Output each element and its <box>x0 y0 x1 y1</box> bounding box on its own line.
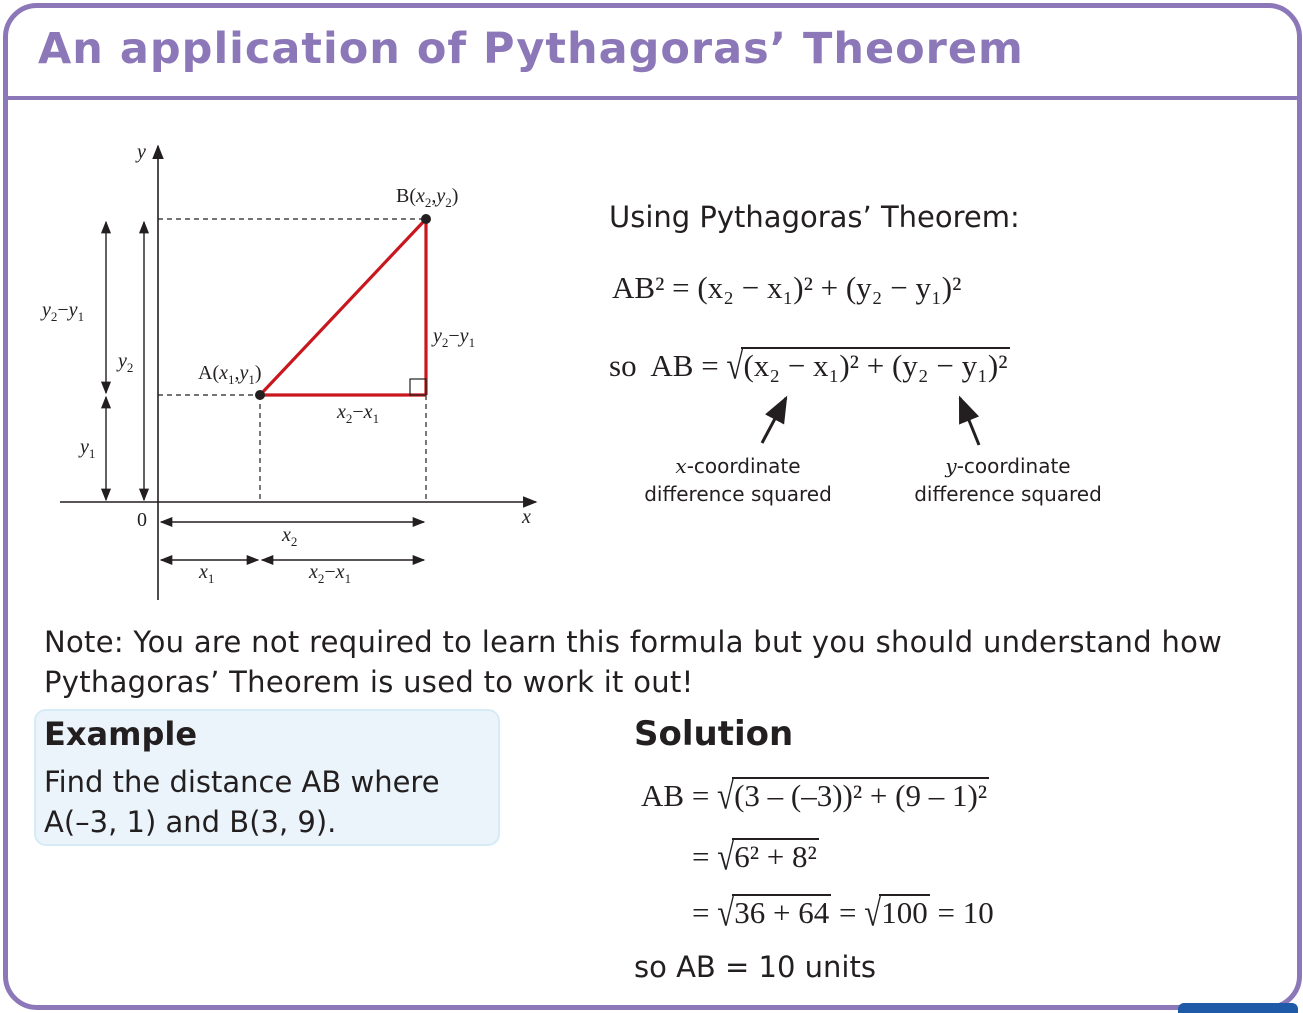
sqrt-symbol: √ <box>717 773 735 818</box>
note-text: Note: You are not required to learn this formula but you should understand how Pythagoras’ Theorem is used to work it out! <box>44 625 1223 699</box>
y-axis-label: y <box>137 141 146 163</box>
solution-line-3: = √36 + 64 = √100 = 10 <box>692 890 994 935</box>
dim-x1-label: $x_1$ <box>199 561 215 586</box>
sqrt-symbol: √ <box>717 834 735 879</box>
right-triangle <box>260 219 426 395</box>
right-angle-marker <box>410 379 426 395</box>
side-x2-x1-label: $x_2-x_1$ <box>337 401 380 426</box>
solution-line-2: = √6² + 8² <box>692 834 817 879</box>
point-a-label: $A(x_1,y_1)$ <box>198 362 262 387</box>
so-word: so <box>609 348 637 383</box>
theorem-equation-squared: AB² = (x₂ − x₁)² + (y₂ − y₁)² <box>612 270 962 305</box>
theorem-equation-root <box>609 343 1010 388</box>
sqrt-symbol: √ <box>864 890 882 935</box>
pointer-y-arrow <box>960 398 979 445</box>
y-coordinate-caption: y-coordinate difference squared <box>914 454 1102 506</box>
dim-y1-label: $y_1$ <box>80 436 96 461</box>
corner-tab <box>1178 1003 1298 1013</box>
dim-x2-x1-label: $x_2-x_1$ <box>309 561 352 586</box>
sqrt-symbol: √ <box>726 343 744 388</box>
solution-line-1: AB = √(3 – (–3))² + (9 – 1)² <box>641 773 988 818</box>
point-b-label: $B(x_2,y_2)$ <box>396 185 459 210</box>
solution-heading: Solution <box>634 714 794 754</box>
sqrt-symbol: √ <box>717 890 735 935</box>
pointer-x-arrow <box>762 398 786 443</box>
example-body: Find the distance AB where A(–3, 1) and B(3, 9). <box>44 765 440 839</box>
x-coordinate-caption: x-coordinate difference squared <box>644 454 832 506</box>
dim-x2-label: $x_2$ <box>282 524 298 549</box>
solution-conclusion: so AB = 10 units <box>634 950 876 984</box>
side-y2-y1-label: $y_2-y_1$ <box>433 325 476 350</box>
point-b-dot <box>421 214 431 224</box>
theorem-heading: Using Pythagoras’ Theorem: <box>609 200 1020 234</box>
radicand: (x₂ − x₁)² + (y₂ − y₁)² <box>743 348 1008 383</box>
ab-equals: AB = <box>650 348 719 383</box>
point-a-dot <box>255 390 265 400</box>
dim-y2-label: $y_2$ <box>118 350 134 375</box>
dim-y2-y1-label: $y_2-y_1$ <box>42 299 85 324</box>
x-axis-label: x <box>522 506 531 528</box>
page-title: An application of Pythagoras’ Theorem <box>38 24 1024 74</box>
origin-label: 0 <box>137 509 147 531</box>
example-heading: Example <box>44 715 198 753</box>
